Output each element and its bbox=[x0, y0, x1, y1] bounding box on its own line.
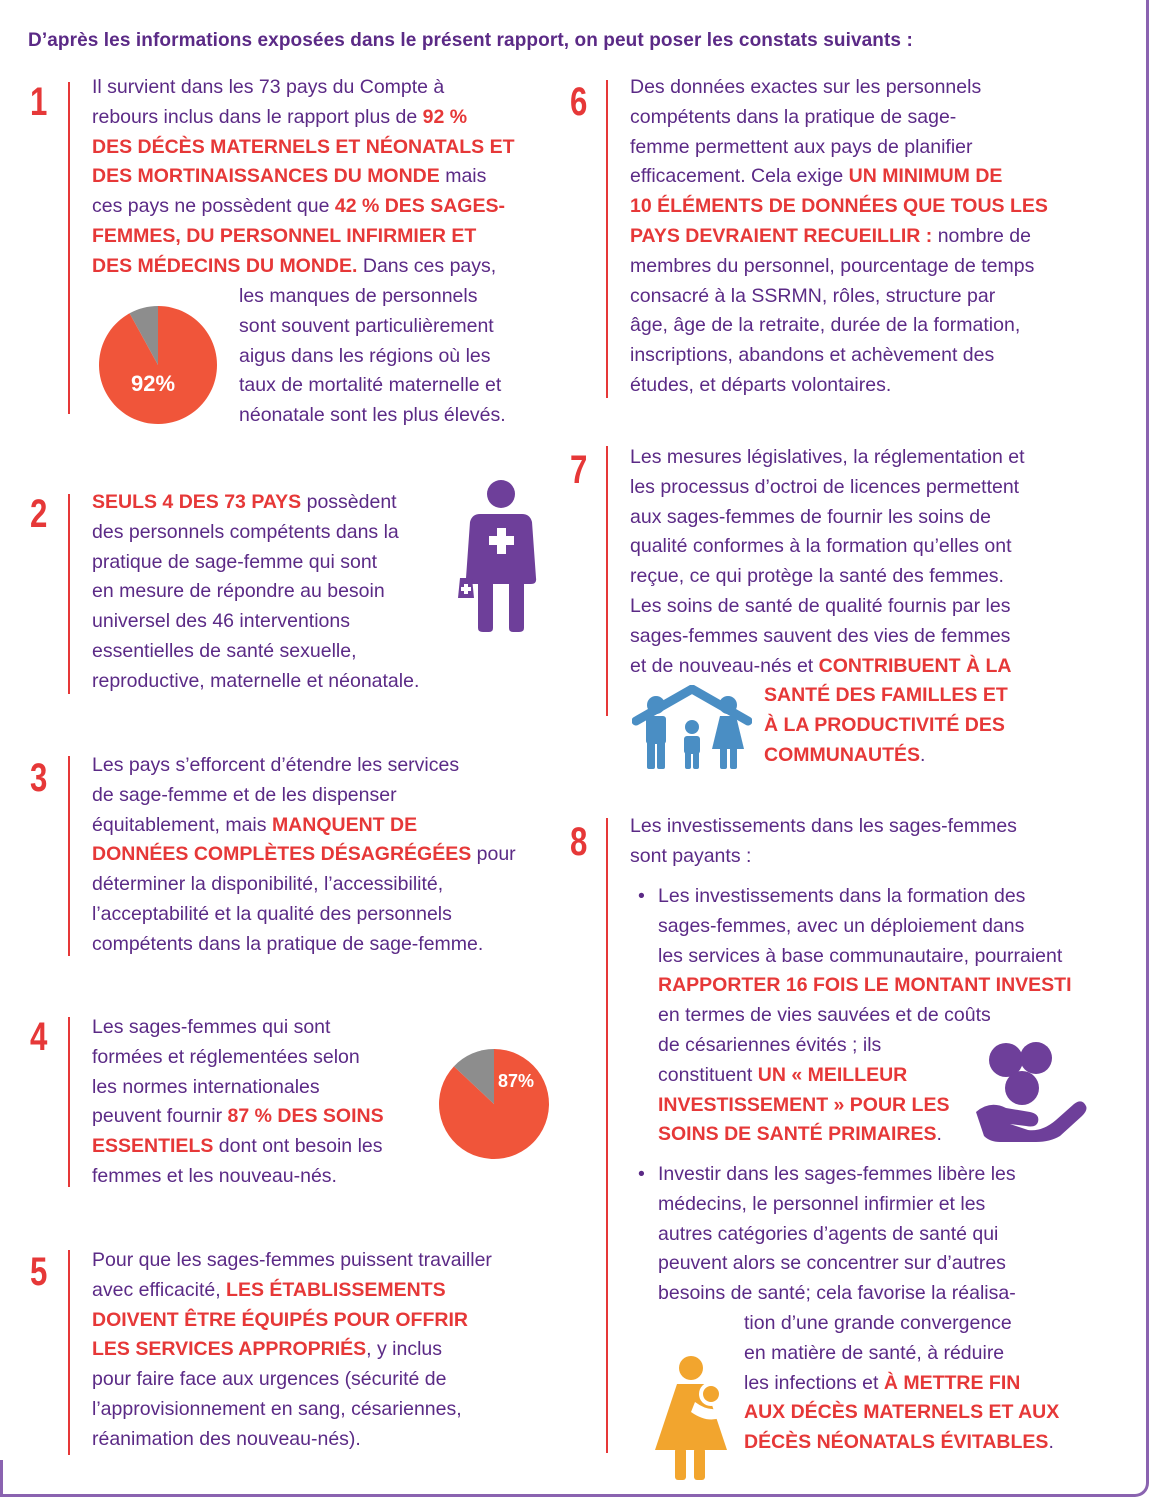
text-line bbox=[92, 900, 516, 930]
text-line bbox=[658, 1220, 1016, 1250]
emphasis-run: CONTRIBUENT À LA bbox=[818, 654, 1012, 677]
text-line bbox=[658, 1160, 1016, 1190]
text-run: mais bbox=[439, 165, 487, 188]
text-line bbox=[92, 1395, 492, 1425]
emphasis-run: SEULS 4 DES 73 PAYS bbox=[92, 491, 302, 513]
text-line bbox=[92, 840, 516, 870]
text-run: l’approvisionnement en sang, césariennes, bbox=[92, 1397, 462, 1420]
text-run: possèdent bbox=[301, 491, 397, 513]
text-run: de sage-femme et de les dispenser bbox=[92, 783, 397, 806]
text-line bbox=[764, 741, 1008, 771]
item-text-6 bbox=[630, 73, 1048, 401]
text-run: déterminer la disponibilité, l’accessibilité, bbox=[92, 873, 444, 896]
emphasis-run: 87 % DES SOINS bbox=[227, 1105, 384, 1128]
emphasis-run: UN « MEILLEUR bbox=[757, 1063, 908, 1086]
text-run: peuvent fournir bbox=[92, 1105, 228, 1128]
item-text-5 bbox=[92, 1246, 492, 1455]
text-line bbox=[239, 371, 506, 401]
item-rule-3 bbox=[68, 756, 70, 956]
text-run: les manques de personnels bbox=[239, 285, 478, 307]
text-line bbox=[658, 942, 1072, 972]
text-run: de césariennes évités ; ils bbox=[658, 1033, 882, 1056]
text-line bbox=[92, 1132, 384, 1162]
text-run: aigus dans les régions où les bbox=[239, 344, 491, 367]
text-run: formées et réglementées selon bbox=[92, 1045, 360, 1068]
text-line bbox=[92, 1276, 492, 1306]
text-line bbox=[630, 562, 1025, 592]
text-run: les services à base communautaire, pourraient bbox=[658, 944, 1063, 967]
text-line bbox=[92, 811, 516, 841]
text-run: reçue, ce qui protège la santé des femmes. bbox=[630, 565, 1004, 588]
text-line bbox=[630, 652, 1025, 682]
text-line bbox=[239, 312, 506, 342]
text-run: pratique de sage-femme qui sont bbox=[92, 550, 378, 573]
text-line bbox=[630, 282, 1048, 312]
text-line bbox=[92, 607, 419, 637]
text-line bbox=[630, 622, 1025, 652]
text-run: Pour que les sages-femmes puissent travailler bbox=[92, 1249, 492, 1271]
text-run: avec efficacité, bbox=[92, 1278, 227, 1301]
text-run: pour bbox=[471, 843, 516, 866]
text-line bbox=[744, 1428, 1059, 1458]
text-line bbox=[630, 341, 1048, 371]
emphasis-run: UN MINIMUM DE bbox=[848, 165, 1003, 188]
text-line bbox=[744, 1309, 1059, 1339]
emphasis-run: ESSENTIELS bbox=[92, 1135, 214, 1158]
text-run: efficacement. Cela exige bbox=[630, 165, 849, 188]
emphasis-run: À LA PRODUCTIVITÉ DES bbox=[764, 713, 1005, 736]
page-frame-corner bbox=[0, 1460, 3, 1497]
text-line bbox=[92, 133, 515, 163]
text-run: pour faire face aux urgences (sécurité de bbox=[92, 1368, 447, 1391]
text-run: Les soins de santé de qualité fournis par les bbox=[630, 594, 1011, 617]
item-number-2: 2 bbox=[30, 492, 48, 536]
item-rule-4 bbox=[68, 1017, 70, 1187]
text-run: membres du personnel, pourcentage de temps bbox=[630, 254, 1035, 277]
text-run: . bbox=[936, 1123, 942, 1146]
item-number-6: 6 bbox=[570, 80, 588, 124]
text-run: les processus d’octroi de licences permettent bbox=[630, 475, 1020, 498]
text-line bbox=[239, 282, 506, 312]
item-rule-1 bbox=[68, 82, 70, 414]
item-number-4: 4 bbox=[30, 1015, 48, 1059]
emphasis-run: LES ÉTABLISSEMENTS bbox=[226, 1278, 446, 1301]
text-run: Les sages-femmes qui sont bbox=[92, 1016, 331, 1038]
text-run: universel des 46 interventions bbox=[92, 610, 350, 633]
text-run: dont ont besoin les bbox=[213, 1135, 383, 1158]
text-line bbox=[92, 222, 515, 252]
text-run: besoins de santé; cela favorise la réalisa- bbox=[658, 1282, 1016, 1305]
item-text-1-continued bbox=[239, 282, 506, 431]
emphasis-run: PAYS DEVRAIENT RECUEILLIR : bbox=[630, 224, 933, 247]
text-run: et de nouveau-nés et bbox=[630, 654, 819, 677]
text-run: Les investissements dans la formation des bbox=[658, 885, 1026, 907]
item-8-bullet-2-continued bbox=[744, 1309, 1059, 1458]
text-line bbox=[630, 311, 1048, 341]
text-line bbox=[658, 1279, 1016, 1309]
text-run: l’acceptabilité et la qualité des personnels bbox=[92, 902, 452, 925]
text-line bbox=[630, 592, 1025, 622]
bullet-2: • bbox=[638, 1163, 645, 1185]
text-run: équitablement, mais bbox=[92, 813, 272, 836]
text-line bbox=[92, 192, 515, 222]
emphasis-run: À METTRE FIN bbox=[883, 1371, 1021, 1394]
item-rule-6 bbox=[606, 80, 608, 398]
text-line bbox=[658, 1190, 1016, 1220]
text-run: ces pays ne possèdent que bbox=[92, 195, 335, 218]
text-run: constituent bbox=[658, 1063, 758, 1086]
item-number-3: 3 bbox=[30, 756, 48, 800]
emphasis-run: DOIVENT ÊTRE ÉQUIPÉS POUR OFFRIR bbox=[92, 1308, 468, 1331]
text-line bbox=[744, 1398, 1059, 1428]
item-number-1: 1 bbox=[30, 80, 48, 124]
emphasis-run: DONNÉES COMPLÈTES DÉSAGRÉGÉES bbox=[92, 843, 472, 866]
text-run: inscriptions, abandons et achèvement des bbox=[630, 344, 995, 367]
text-run: . bbox=[920, 743, 926, 766]
hand-coins-icon bbox=[970, 1038, 1088, 1142]
text-line bbox=[630, 842, 1017, 872]
text-line bbox=[630, 103, 1048, 133]
text-run: tion d’une grande convergence bbox=[744, 1312, 1012, 1334]
text-line bbox=[92, 1306, 492, 1336]
page-headline: D’après les informations exposées dans le présent rapport, on peut poser les constats suivants : bbox=[28, 30, 913, 51]
text-run: Investir dans les sages-femmes libère les bbox=[658, 1163, 1016, 1185]
text-run: reproductive, maternelle et néonatale. bbox=[92, 669, 420, 692]
emphasis-run: LES SERVICES APPROPRIÉS bbox=[92, 1338, 367, 1361]
pie-92-label: 92% bbox=[130, 371, 176, 396]
text-run: consacré à la SSRMN, rôles, structure par bbox=[630, 284, 996, 307]
emphasis-run: MANQUENT DE bbox=[271, 813, 418, 836]
item-rule-7 bbox=[606, 446, 608, 716]
family-house-icon bbox=[632, 685, 752, 771]
text-line bbox=[630, 473, 1025, 503]
text-line bbox=[658, 882, 1072, 912]
emphasis-run: DES DÉCÈS MATERNELS ET NÉONATALS ET bbox=[92, 135, 515, 158]
mother-baby-icon bbox=[655, 1354, 735, 1482]
text-line bbox=[658, 912, 1072, 942]
item-number-8: 8 bbox=[570, 820, 588, 864]
text-run: nombre de bbox=[932, 224, 1031, 247]
text-run: en termes de vies sauvées et de coûts bbox=[658, 1004, 991, 1027]
text-line bbox=[92, 103, 515, 133]
text-line bbox=[92, 577, 419, 607]
text-run: Les mesures législatives, la réglementation et bbox=[630, 446, 1025, 468]
text-run: autres catégories d’agents de santé qui bbox=[658, 1222, 999, 1245]
text-run: qualité conformes à la formation qu’elles ont bbox=[630, 535, 1012, 558]
text-run: sont souvent particulièrement bbox=[239, 314, 494, 337]
emphasis-run: 92 % bbox=[422, 105, 468, 128]
text-run: peuvent alors se concentrer sur d’autres bbox=[658, 1252, 1006, 1275]
text-line bbox=[92, 930, 516, 960]
text-run: les infections et bbox=[744, 1371, 884, 1394]
text-line bbox=[630, 133, 1048, 163]
text-line bbox=[764, 681, 1008, 711]
item-text-7 bbox=[630, 443, 1025, 681]
text-run: en matière de santé, à réduire bbox=[744, 1341, 1005, 1364]
pie-92 bbox=[97, 304, 219, 426]
emphasis-run: FEMMES, DU PERSONNEL INFIRMIER ET bbox=[92, 224, 477, 247]
text-run: essentielles de santé sexuelle, bbox=[92, 639, 357, 662]
text-line bbox=[92, 1365, 492, 1395]
emphasis-run: AUX DÉCÈS MATERNELS ET AUX bbox=[744, 1401, 1060, 1424]
item-text-7-continued bbox=[764, 681, 1008, 770]
text-run: , y inclus bbox=[366, 1338, 443, 1361]
emphasis-run: DES MÉDECINS DU MONDE. bbox=[92, 254, 358, 277]
item-rule-5 bbox=[68, 1250, 70, 1455]
text-line bbox=[92, 1073, 384, 1103]
text-run: Des données exactes sur les personnels bbox=[630, 76, 982, 98]
text-run: . bbox=[1048, 1431, 1054, 1454]
text-line bbox=[92, 751, 516, 781]
text-run: rebours inclus dans le rapport plus de bbox=[92, 105, 423, 128]
text-run: Il survient dans les 73 pays du Compte à bbox=[92, 76, 445, 98]
text-line bbox=[92, 781, 516, 811]
text-run: femme permettent aux pays de planifier bbox=[630, 135, 973, 158]
text-line bbox=[92, 518, 419, 548]
emphasis-run: DES MORTINAISSANCES DU MONDE bbox=[92, 165, 440, 188]
text-line bbox=[92, 1246, 492, 1276]
emphasis-run: SOINS DE SANTÉ PRIMAIRES bbox=[658, 1123, 937, 1146]
text-line bbox=[92, 667, 419, 697]
text-line bbox=[630, 192, 1048, 222]
text-line bbox=[92, 870, 516, 900]
item-text-4 bbox=[92, 1013, 384, 1192]
text-run: néonatale sont les plus élevés. bbox=[239, 404, 506, 427]
text-run: en mesure de répondre au besoin bbox=[92, 580, 385, 603]
text-run: compétents dans la pratique de sage- bbox=[630, 105, 957, 128]
item-number-5: 5 bbox=[30, 1250, 48, 1294]
emphasis-run: 10 ÉLÉMENTS DE DONNÉES QUE TOUS LES bbox=[630, 195, 1048, 218]
text-line bbox=[658, 971, 1072, 1001]
text-run: Les investissements dans les sages-femmes bbox=[630, 815, 1017, 837]
emphasis-run: INVESTISSEMENT » POUR LES bbox=[658, 1093, 950, 1116]
text-line bbox=[92, 1043, 384, 1073]
item-rule-8 bbox=[606, 818, 608, 1453]
text-run: Les pays s’efforcent d’étendre les services bbox=[92, 754, 460, 776]
text-run: sont payants : bbox=[630, 844, 752, 867]
text-line bbox=[744, 1339, 1059, 1369]
text-run: Dans ces pays, bbox=[357, 254, 497, 277]
bullet-1: • bbox=[638, 885, 645, 907]
text-line bbox=[630, 73, 1048, 103]
text-line bbox=[92, 548, 419, 578]
text-line bbox=[92, 252, 515, 282]
text-line bbox=[92, 73, 515, 103]
text-line bbox=[630, 503, 1025, 533]
text-line bbox=[744, 1369, 1059, 1399]
pie-87-label: 87% bbox=[497, 1071, 535, 1091]
text-run: médecins, le personnel infirmier et les bbox=[658, 1192, 986, 1215]
text-run: sages-femmes sauvent des vies de femmes bbox=[630, 624, 1011, 647]
text-line bbox=[630, 162, 1048, 192]
item-8-bullet-2 bbox=[658, 1160, 1016, 1309]
text-line bbox=[630, 222, 1048, 252]
pie-87 bbox=[438, 1043, 554, 1165]
text-run: âge, âge de la retraite, durée de la formation, bbox=[630, 314, 1021, 337]
text-line bbox=[92, 488, 419, 518]
emphasis-run: 42 % DES SAGES- bbox=[334, 195, 505, 218]
text-line bbox=[630, 371, 1048, 401]
text-line bbox=[239, 342, 506, 372]
text-line bbox=[92, 1013, 384, 1043]
text-line bbox=[658, 1249, 1016, 1279]
text-run: aux sages-femmes de fournir les soins de bbox=[630, 505, 991, 528]
text-run: taux de mortalité maternelle et bbox=[239, 374, 502, 397]
emphasis-run: COMMUNAUTÉS bbox=[764, 743, 920, 766]
text-run: femmes et les nouveau-nés. bbox=[92, 1164, 337, 1187]
text-run: compétents dans la pratique de sage-femme. bbox=[92, 932, 484, 955]
text-line bbox=[92, 162, 515, 192]
item-number-7: 7 bbox=[570, 448, 588, 492]
emphasis-run: SANTÉ DES FAMILLES ET bbox=[764, 684, 1008, 706]
text-line bbox=[92, 1335, 492, 1365]
emphasis-run: RAPPORTER 16 FOIS LE MONTANT INVESTI bbox=[658, 974, 1072, 997]
text-line bbox=[92, 1162, 384, 1192]
text-line bbox=[630, 532, 1025, 562]
text-line bbox=[92, 1425, 492, 1455]
text-run: les normes internationales bbox=[92, 1075, 320, 1098]
emphasis-run: DÉCÈS NÉONATALS ÉVITABLES bbox=[744, 1431, 1049, 1454]
text-line bbox=[92, 637, 419, 667]
item-text-8 bbox=[630, 812, 1017, 872]
text-run: sages-femmes, avec un déploiement dans bbox=[658, 914, 1025, 937]
text-line bbox=[630, 812, 1017, 842]
text-run: des personnels compétents dans la bbox=[92, 520, 399, 543]
item-text-2 bbox=[92, 488, 419, 697]
text-line bbox=[630, 443, 1025, 473]
text-line bbox=[239, 401, 506, 431]
text-line bbox=[92, 1102, 384, 1132]
text-run: réanimation des nouveau-nés). bbox=[92, 1427, 361, 1450]
text-line bbox=[630, 252, 1048, 282]
text-line bbox=[658, 1001, 1072, 1031]
item-text-1 bbox=[92, 73, 515, 282]
item-rule-2 bbox=[68, 494, 70, 694]
text-run: études, et départs volontaires. bbox=[630, 373, 892, 396]
text-line bbox=[764, 711, 1008, 741]
item-text-3 bbox=[92, 751, 516, 960]
midwife-icon bbox=[458, 478, 544, 634]
